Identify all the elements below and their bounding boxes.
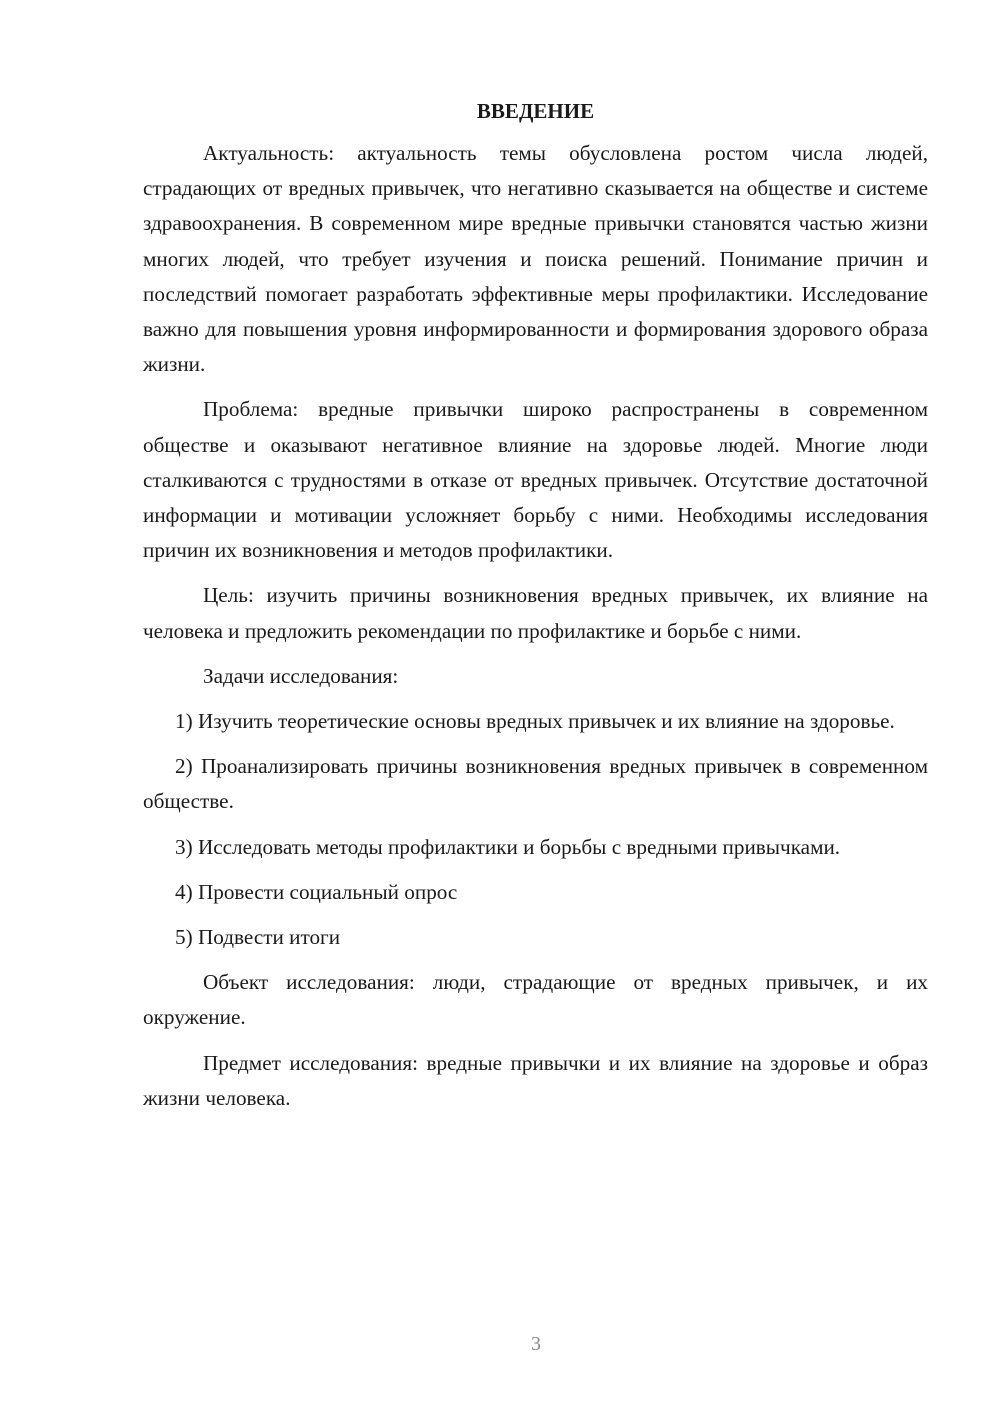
object-paragraph: Объект исследования: люди, страдающие от вредных привычек, и их окружение.: [143, 970, 928, 1030]
task-item: 3) Исследовать методы профилактики и борьбы с вредными привычками.: [175, 834, 841, 859]
page-content: [143, 94, 928, 1126]
task-item: 5) Подвести итоги: [175, 925, 341, 950]
problem-paragraph: Проблема: вредные привычки широко распространены в современном обществе и оказывают негативное влияние на здоровье людей. Многие люди сталкиваются с трудностями в отказе от вредных привычек. Отсутствие достаточной информации и мотивации усложняет борьбу с ними. Необходимы исследования причин их возникновения и методов профилактики.: [143, 397, 928, 563]
task-item: 4) Провести социальный опрос: [175, 879, 458, 904]
task-item: 1) Изучить теоретические основы вредных привычек и их влияние на здоровье.: [175, 709, 895, 734]
page-title: ВВЕДЕНИЕ: [476, 99, 595, 123]
relevance-paragraph: Актуальность: актуальность темы обусловлена ростом числа людей, страдающих от вредных привычек, что негативно сказывается на обществе и системе здравоохранения. В современном мире вредные привычки становятся частью жизни многих людей, что требует изучения и поиска решений. Понимание причин и последствий помогает разработать эффективные меры профилактики. Исследование важно для повышения уровня информированности и формирования здорового образа жизни.: [143, 141, 928, 377]
goal-paragraph: Цель: изучить причины возникновения вредных привычек, их влияние на человека и предложить рекомендации по профилактике и борьбе с ними.: [143, 583, 928, 643]
subject-paragraph: Предмет исследования: вредные привычки и их влияние на здоровье и образ жизни человека.: [143, 1050, 928, 1110]
tasks-heading: Задачи исследования:: [203, 663, 399, 688]
page-number: 3: [531, 1333, 541, 1355]
task-item: 2) Проанализировать причины возникновения вредных привычек в современном обществе.: [143, 754, 928, 814]
